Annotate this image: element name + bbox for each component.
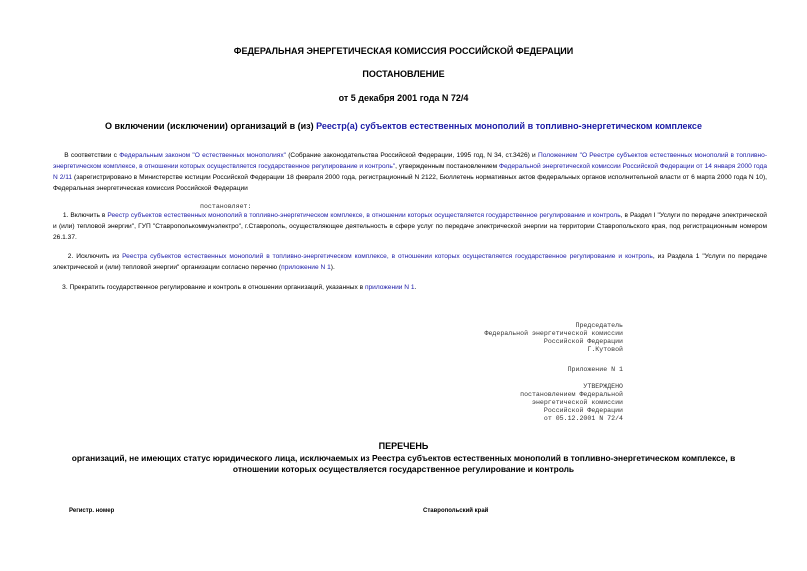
preamble-text-2: (Собрание законодательства Российской Федерации, 1995 год, N 34, ст.3426) и bbox=[286, 152, 538, 159]
signature-block: Председатель Федеральной энергетической комиссии Российской Федерации Г.Кутовой bbox=[484, 322, 623, 353]
item-1-text-2: , в Раздел I "Услуги по передаче электрической и (или) тепловой энергии", ГУП "Ставрополькоммунэлектро", г.Ставрополь, осуществляющее деятельность в сфере услуг по передаче электрической энергии на территории Ставропольского края, под регистрационным номером 26.1.37. bbox=[53, 212, 767, 241]
approval-block: УТВЕРЖДЕНО постановлением Федеральной энергетической комиссии Российской Федерации от 05.12.2001 N 72/4 bbox=[520, 383, 623, 422]
registry-exclude-link[interactable]: Реестра субъектов естественных монополий в топливно-энергетическом комплексе, в отношении которых осуществляется государственное регулирование и контроль bbox=[122, 253, 653, 260]
item-3-paragraph bbox=[53, 282, 767, 293]
doc-date-number: от 5 декабря 2001 года N 72/4 bbox=[338, 93, 469, 103]
item-2-text-1: 2. Исключить из bbox=[67, 253, 123, 260]
preamble-text-4: (зарегистрировано в Министерстве юстиции Российской Федерации 18 февраля 2000 года, регистрационный N 2122, Бюллетень нормативных актов федеральных органов исполнительной власти от 6 марта 2000 года N 10), Федеральная энергетическая комиссия Российской Федерации bbox=[53, 174, 767, 192]
item-3-text-2: . bbox=[414, 284, 417, 291]
federal-law-link[interactable]: Федеральным законом "О естественных монополиях" bbox=[119, 152, 286, 159]
item-3-text-1: 3. Прекратить государственное регулирование и контроль в отношении организаций, указанных в bbox=[62, 284, 365, 291]
appendix-label: Приложение N 1 bbox=[567, 366, 623, 373]
subject-prefix: О включении (исключении) организаций в (из) bbox=[105, 121, 317, 131]
preamble-paragraph bbox=[53, 150, 767, 194]
list-subtitle: организаций, не имеющих статус юридического лица, исключаемых из Реестра субъектов естественных монополий в топливно-энергетическом комплексе, в отношении которых осуществляется государственное регулирование и контроль bbox=[71, 453, 736, 474]
doc-subject bbox=[0, 121, 807, 131]
item-2-text-3: ). bbox=[330, 264, 335, 271]
item-2-paragraph bbox=[53, 251, 767, 273]
preamble-text-3: , утвержденным постановлением bbox=[395, 163, 499, 170]
fek-resolution-link[interactable]: Федеральной энергетической комиссии Российской Федерации от 14 января 2000 года N 2/11 bbox=[53, 163, 767, 181]
item-2-text-2: , из Раздела 1 "Услуги по передаче электрической и (или) тепловой энергии" организации согласно перечню ( bbox=[53, 253, 767, 271]
list-title: ПЕРЕЧЕНЬ bbox=[378, 441, 429, 451]
col-header-region: Ставропольский край bbox=[423, 508, 489, 514]
registry-include-link[interactable]: Реестр субъектов естественных монополий в топливно-энергетическом комплексе, в отношении которых осуществляется государственное регулирование и контроль bbox=[107, 212, 621, 219]
appendix-ref-link[interactable]: приложении N 1 bbox=[364, 284, 415, 291]
doc-type: ПОСТАНОВЛЕНИЕ bbox=[362, 69, 445, 79]
registry-link[interactable]: Реестр(а) субъектов естественных монополий в топливно-энергетическом комплексе bbox=[316, 121, 702, 131]
item-1-text-1: 1. Включить в bbox=[62, 212, 108, 219]
postanovlyaet-label: постановляет: bbox=[200, 203, 252, 210]
regulation-link[interactable]: Положением "О Реестре субъектов естественных монополий в топливно-энергетическом комплексе, в отношении которых осуществляется государственное регулирование и контроль" bbox=[53, 152, 768, 170]
col-header-reg-number: Регистр. номер bbox=[69, 508, 115, 514]
org-title: ФЕДЕРАЛЬНАЯ ЭНЕРГЕТИЧЕСКАЯ КОМИССИЯ РОССИЙСКОЙ ФЕДЕРАЦИИ bbox=[233, 46, 574, 56]
item-1-paragraph bbox=[53, 210, 767, 243]
preamble-text-1: В соответствии с bbox=[64, 152, 120, 159]
appendix-link[interactable]: приложение N 1 bbox=[281, 264, 331, 271]
